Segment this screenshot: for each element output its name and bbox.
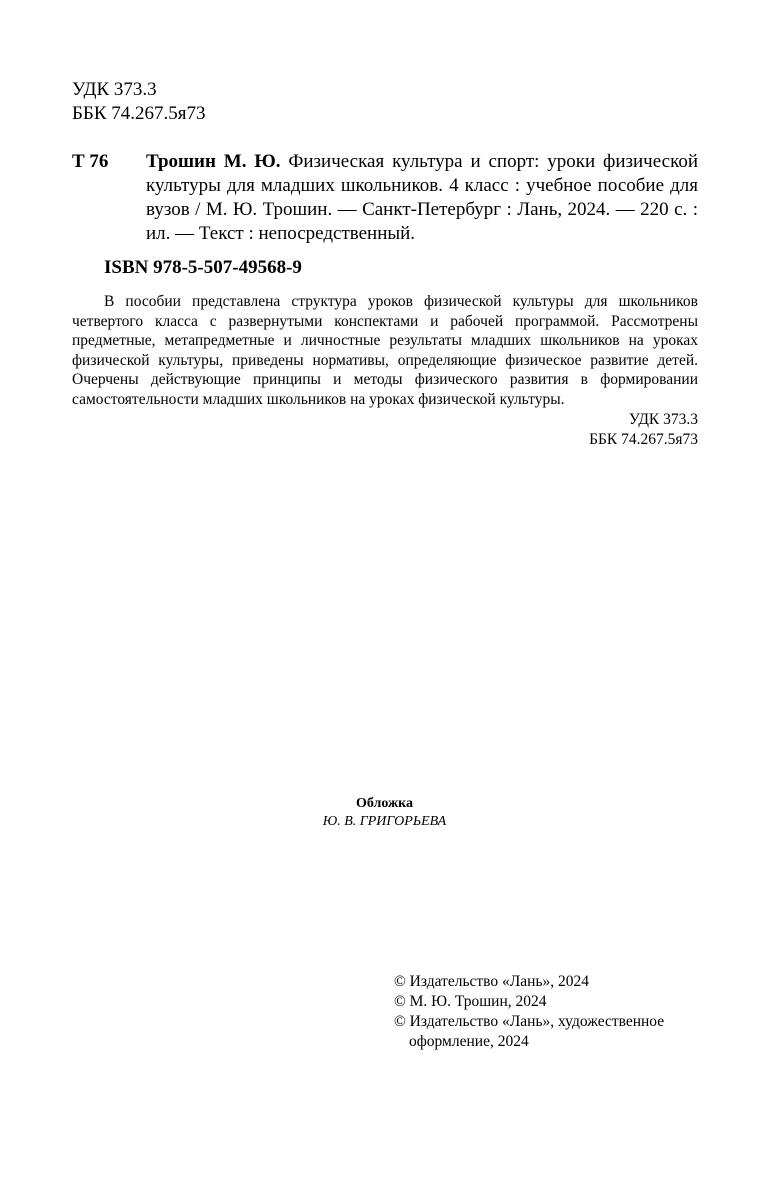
isbn: ISBN 978-5-507-49568-9: [104, 257, 302, 278]
udk-code: УДК 373.3: [72, 79, 157, 100]
cover-label: Обложка: [355, 796, 414, 811]
bibliographic-record: [72, 150, 698, 246]
classification-header: [72, 78, 205, 126]
copyright-design-continued: оформление, 2024: [409, 1033, 529, 1050]
copyright-author: © М. Ю. Трошин, 2024: [394, 993, 547, 1010]
record-description: Физическая культура и спорт: уроки физической культуры для младших школьников. 4 класс : учебное пособие для вузов / М. Ю. Трошин. — Санкт-Петербург : Лань, 2024. — 220 с. : ил. — Текст : непосредственный.: [146, 151, 699, 244]
bibliographic-description: [146, 150, 698, 246]
bbk-code: ББК 74.267.5я73: [72, 103, 206, 124]
cover-credits: [0, 795, 769, 831]
cover-artist: Ю. В. ГРИГОРЬЕВА: [322, 814, 447, 829]
annotation-text: В пособии представлена структура уроков физической культуры для школьников четвертого класса с развернутыми конспектами и рабочей программой. Рассмотрены предметные, метапредметные и личностные результаты младших школьников на уроках физической культуры, приведены нормативы, определяющие физическое развитие детей. Очерчены действующие принципы и методы физического развития в формировании самостоятельности младших школьников на уроках физической культуры.: [72, 293, 698, 408]
annotation-bbk: ББК 74.267.5я73: [589, 430, 698, 448]
copyright-design: © Издательство «Лань», художественное: [394, 1013, 665, 1030]
annotation-classification: [589, 410, 698, 449]
record-author: Трошин М. Ю.: [146, 151, 281, 172]
copyright-publisher: © Издательство «Лань», 2024: [394, 973, 590, 990]
copyright-block: [394, 972, 664, 1052]
author-mark: Т 76: [72, 151, 109, 172]
annotation-udk: УДК 373.3: [628, 411, 698, 428]
